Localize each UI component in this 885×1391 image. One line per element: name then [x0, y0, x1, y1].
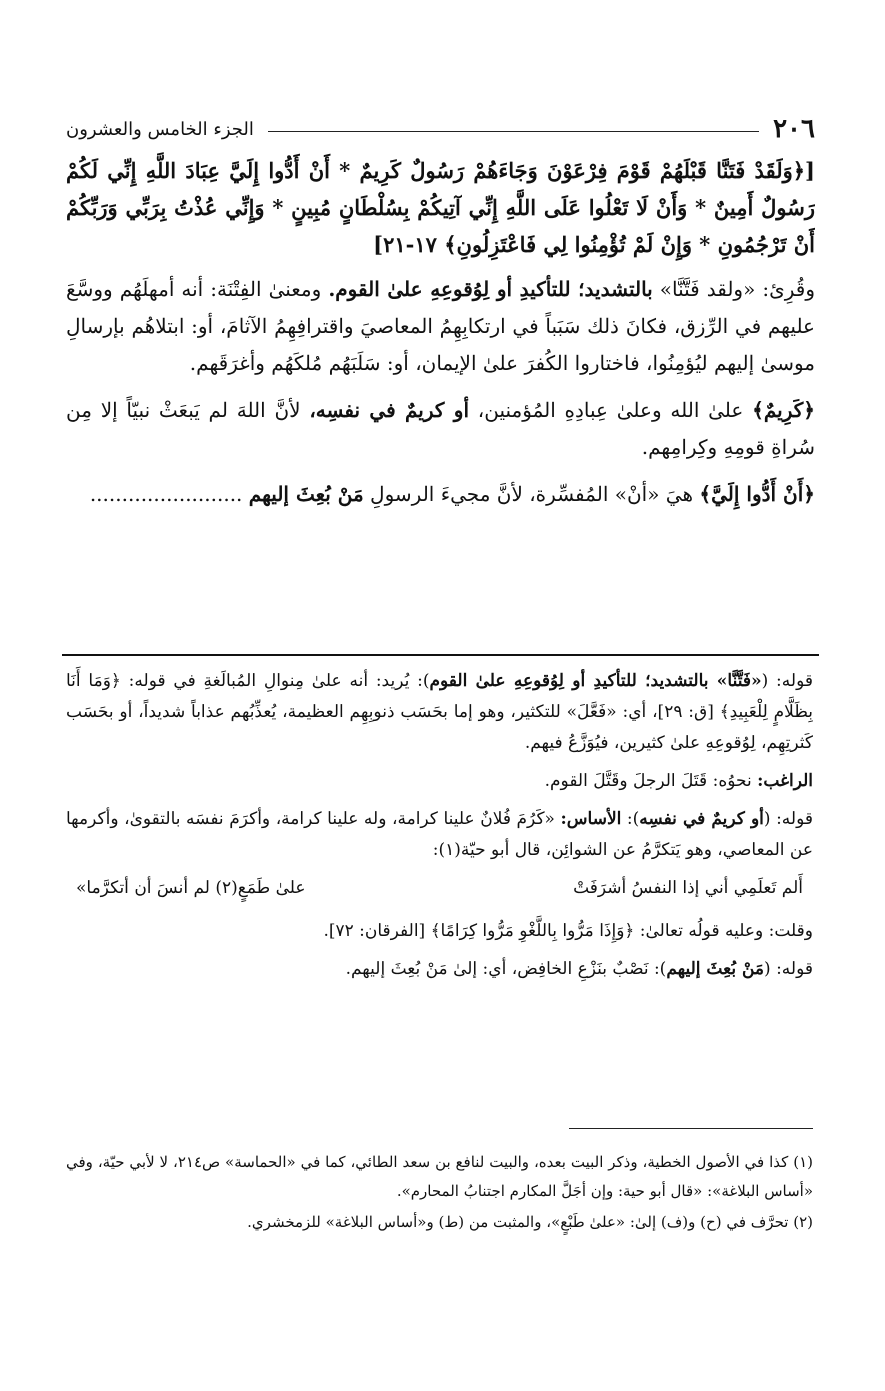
paragraph-text: علىٰ الله وعلىٰ عِبادِهِ المُؤمنين،	[469, 398, 753, 422]
poem-second-hemistich: علىٰ طَمَعٍ(٢) لم أنسَ أن أتكرَّما»	[76, 878, 306, 898]
continuation-dots: ........................	[89, 482, 249, 506]
footnote-rule	[569, 1128, 813, 1129]
commentary-text: قوله: (	[761, 671, 813, 691]
commentary-paragraph	[66, 954, 813, 985]
paragraph-text: هيَ «أنْ» المُفسِّرة، لأنَّ مجيءَ الرسولِ	[363, 482, 700, 506]
paragraph-bold: أو كريمٌ في نفسِه،	[309, 398, 470, 422]
commentary-paragraph	[66, 766, 813, 797]
paragraph-kareem	[66, 392, 815, 466]
poem-first-hemistich: أَلم تَعلَمِي أني إذا النفسُ أشرَفَتْ	[573, 878, 803, 898]
footnote-2: (٢) تحرَّف في (ح) و(ف) إلىٰ: «علىٰ طَبْعٍ»، والمثبت من (ط) و«أساس البلاغة» للزمخشري.	[247, 1213, 813, 1231]
commentary-bold: أو كريمٌ في نفسِه	[639, 809, 764, 829]
commentary-bold: «فَتَّنَّا» بالتشديد؛ للتأكيدِ أو لِوُقوعِهِ علىٰ القوم	[429, 671, 762, 691]
commentary-text: «كَرُمَ فُلانٌ علينا كرامة، وله علينا كرامة، وأكرَمَ نفسَه بالتقوىٰ، وأكرمها عن المعاصي، وهو يَتكرَّمُ عن الشوائِن، قال أبو حيّة(١):	[66, 809, 813, 860]
page-number: ٢٠٦	[773, 114, 815, 144]
commentary-text: قوله: (	[764, 959, 813, 979]
commentary-text: ):	[621, 809, 640, 829]
poem-verse	[66, 873, 813, 904]
verse-quote: ﴿كَرِيمٌ﴾	[752, 398, 815, 422]
footnote-1: (١) كذا في الأصول الخطية، وذكر البيت بعده، والبيت لنافع بن سعد الطائي، كما في «الحماسة» ص٢١٤، لا لأبي حيّة، وفي «أساس البلاغة»: «قال أبو حية: وإن أجَلَّ المكارم اجتنابُ المحارم».	[66, 1153, 813, 1200]
commentary-text: نحوُه: قَتَلَ الرجلَ وقَتَّلَ القوم.	[544, 771, 758, 791]
commentary-paragraph	[66, 804, 813, 866]
commentary-text: ): نَصْبٌ بنَزْعِ الخافِض، أي: إلىٰ مَنْ بُعِثَ إليهم.	[345, 959, 667, 979]
page-header	[66, 112, 815, 146]
footnotes	[66, 1148, 813, 1268]
commentary-paragraph: وقلت: وعليه قولُه تعالىٰ: ﴿وَإِذَا مَرُّوا بِاللَّغْوِ مَرُّوا كِرَامًا﴾ [الفرقان: ٧٢].	[323, 921, 813, 941]
commentary-text: ): يُريد: أنه علىٰ مِنوالِ المُبالَغةِ في قوله: ﴿وَمَا أَنَا بِظَلَّامٍ لِلْعَبِيدِ﴾ [ق: ٢٩]، أي: «فَعَّلَ» للتكثير، وهو إما بحَسَب ذنوبِهِم العظيمة، يُعذِّبُهم عذاباً شديداً، أو بحَسَب كَثرتِهِم، لِوُقوعِهِ علىٰ كثيرين، فيُوَزَّعُ فيهم.	[66, 671, 813, 753]
paragraph-an-addu	[66, 476, 815, 513]
quran-verse: [﴿وَلَقَدْ فَتَنَّا قَبْلَهُمْ قَوْمَ فِرْعَوْنَ وَجَاءَهُمْ رَسُولٌ كَرِيمٌ * أَنْ أَدُّوا إِلَيَّ عِبَادَ اللَّهِ إِنِّي لَكُمْ رَسُولٌ أَمِينٌ * وَأَنْ لَا تَعْلُوا عَلَى اللَّهِ إِنِّي آتِيكُمْ بِسُلْطَانٍ مُبِينٍ * وَإِنِّي عُذْتُ بِرَبِّي وَرَبِّكُمْ أَنْ تَرْجُمُونِ * وَإِنْ لَمْ تُؤْمِنُوا لِي فَاعْتَزِلُونِ﴾ ١٧-٢١]	[66, 158, 815, 257]
paragraph-text: لأنَّ اللهَ لم يَبعَثْ نبيّاً إلا مِن سُراةِ قومِهِ وكِرامِهم.	[66, 398, 815, 459]
paragraph-text: وقُرِئ: «ولقد فَتَّنَّا»	[652, 277, 815, 301]
commentary-text: قوله: (	[763, 809, 813, 829]
commentary-bold: الراغب:	[757, 771, 813, 791]
paragraph-qiraa	[66, 271, 815, 382]
paragraph-bold: بالتشديد؛ للتأكيدِ أو لِوُقوعِهِ علىٰ القوم.	[328, 277, 653, 301]
commentary-paragraph	[66, 666, 813, 759]
header-rule	[268, 131, 759, 132]
paragraph-text: ومعنىٰ الفِتْنَة: أنه أمهلَهُم ووسَّعَ عليهم في الرِّزق، فكانَ ذلك سَبَباً في ارتكابِهِمُ المعاصيَ واقترافِهِمُ الآثامَ، أو: ابتلاهُم بإرسالِ موسىٰ إليهم ليُؤمِنُوا، فاختاروا الكُفرَ علىٰ الإيمان، أو: سَلَبَهُم مُلكَهُم وأغرَقَهم.	[66, 277, 815, 375]
commentary-bold: الأساس:	[560, 809, 622, 829]
running-title: الجزء الخامس والعشرون	[66, 118, 254, 140]
verse-quote: ﴿أَنْ أَدُّوا إِلَيَّ﴾	[699, 482, 815, 506]
commentary-section	[66, 666, 813, 1118]
section-divider	[62, 654, 819, 656]
main-text	[66, 152, 815, 650]
commentary-bold: مَنْ بُعِثَ إليهم	[666, 959, 765, 979]
paragraph-bold: مَنْ بُعِثَ إليهم	[248, 482, 364, 506]
